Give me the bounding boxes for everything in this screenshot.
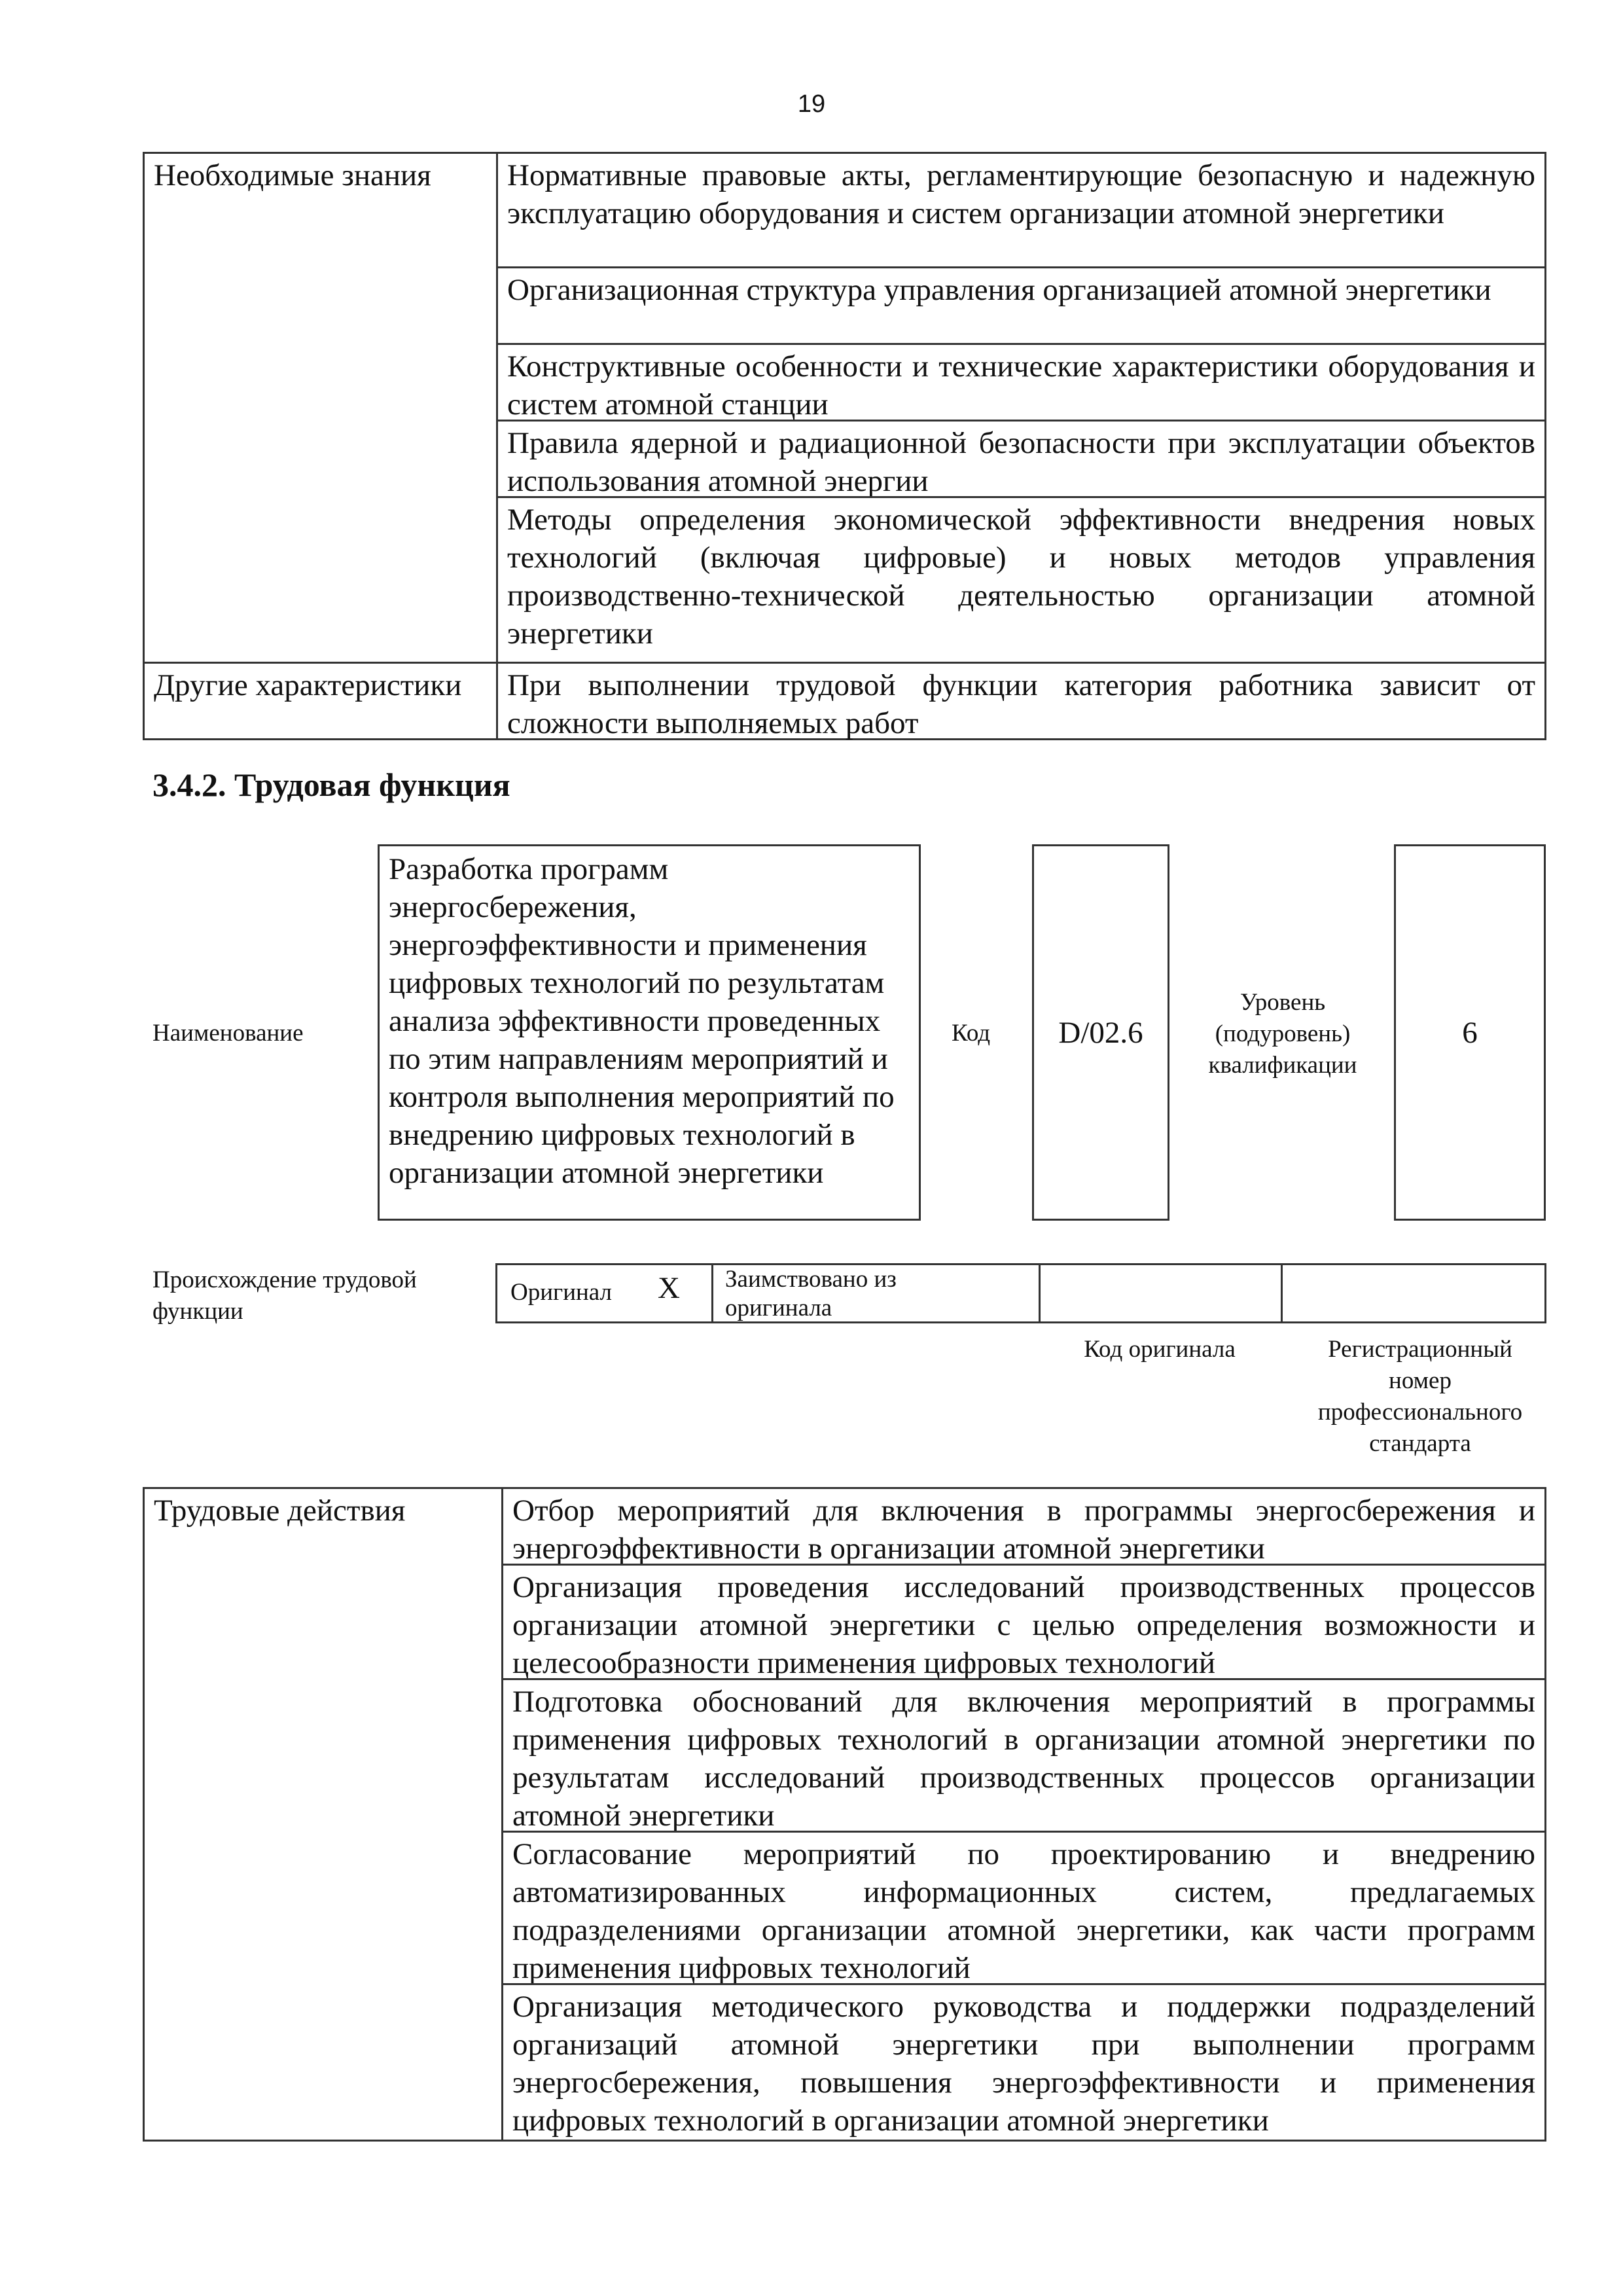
knowledge-item: Нормативные правовые акты, регламентирующие безопасную и надежную эксплуатацию оборудования и систем организации атомной энергетики	[496, 152, 1546, 268]
reg-number-caption: Регистрационный номер профессионального стандарта	[1317, 1336, 1523, 1457]
origin-borrowed-cell	[713, 1265, 1041, 1321]
knowledge-item: Методы определения экономической эффективности внедрения новых технологий (включая цифровые) и новых методов управления производственно-технической деятельностью организации атомной энергетики	[496, 496, 1546, 664]
action-item: Организация проведения исследований производственных процессов организации атомной энергетики с целью определения возможности и целесообразности применения цифровых технологий	[501, 1564, 1546, 1680]
origin-original-cell	[497, 1265, 713, 1321]
section-title: 3.4.2. Трудовая функция	[152, 766, 510, 803]
code-value: D/02.6	[1058, 1015, 1143, 1050]
level-value: 6	[1462, 1015, 1478, 1050]
other-characteristics-label: Другие характеристики	[154, 668, 462, 702]
level-box	[1394, 844, 1546, 1221]
action-item: Отбор мероприятий для включения в программы энергосбережения и энергоэффективности в организации атомной энергетики	[501, 1487, 1546, 1566]
name-label: Наименование	[152, 1020, 304, 1047]
knowledge-label: Необходимые знания	[154, 158, 431, 192]
code-label: Код	[952, 1020, 991, 1047]
origin-reg-number-cell	[1283, 1265, 1544, 1321]
original-code-caption: Код оригинала	[1084, 1336, 1236, 1363]
origin-label: Происхождение трудовой функции	[152, 1266, 417, 1325]
knowledge-item: Конструктивные особенности и технические характеристики оборудования и систем атомной станции	[496, 343, 1546, 422]
level-label: Уровень (подуровень) квалификации	[1208, 989, 1357, 1079]
knowledge-item: Организационная структура управления организацией атомной энергетики	[496, 266, 1546, 345]
original-mark: X	[658, 1271, 680, 1305]
actions-label-cell	[143, 1487, 501, 2142]
other-characteristics-item: При выполнении трудовой функции категория работника зависит от сложности выполняемых работ	[496, 662, 1546, 740]
borrowed-label: Заимствовано из оригинала	[725, 1266, 897, 1321]
origin-code-cell	[1041, 1265, 1283, 1321]
knowledge-item: Правила ядерной и радиационной безопасности при эксплуатации объектов использования атомной энергии	[496, 420, 1546, 498]
page-number: 19	[797, 90, 826, 118]
function-name-box	[378, 844, 921, 1221]
origin-table	[495, 1263, 1546, 1323]
code-box	[1032, 844, 1169, 1221]
action-item: Согласование мероприятий по проектированию и внедрению автоматизированных информационных систем, предлагаемых подразделениями организации атомной энергетики, как части программ применения цифровых технологий	[501, 1831, 1546, 1985]
action-item: Подготовка обоснований для включения мероприятий в программы применения цифровых технологий в организации атомной энергетики по результатам исследований производственных процессов организации атомной энергетики	[501, 1678, 1546, 1833]
action-item: Организация методического руководства и поддержки подразделений организаций атомной энергетики при выполнении программ энергосбережения, повышения энергоэффективности и применения цифровых технологий в организации атомной энергетики	[501, 1983, 1546, 2142]
function-name-value: Разработка программ энергосбережения, энергоэффективности и применения цифровых технологий по результатам анализа эффективности проведенных по этим направлениям мероприятий и контроля выполнения мероприятий по внедрению цифровых технологий в организации атомной энергетики	[389, 852, 895, 1190]
knowledge-label-cell	[143, 152, 496, 664]
actions-label: Трудовые действия	[154, 1494, 406, 1528]
other-characteristics-label-cell	[143, 662, 496, 740]
original-label: Оригинал	[510, 1279, 613, 1306]
